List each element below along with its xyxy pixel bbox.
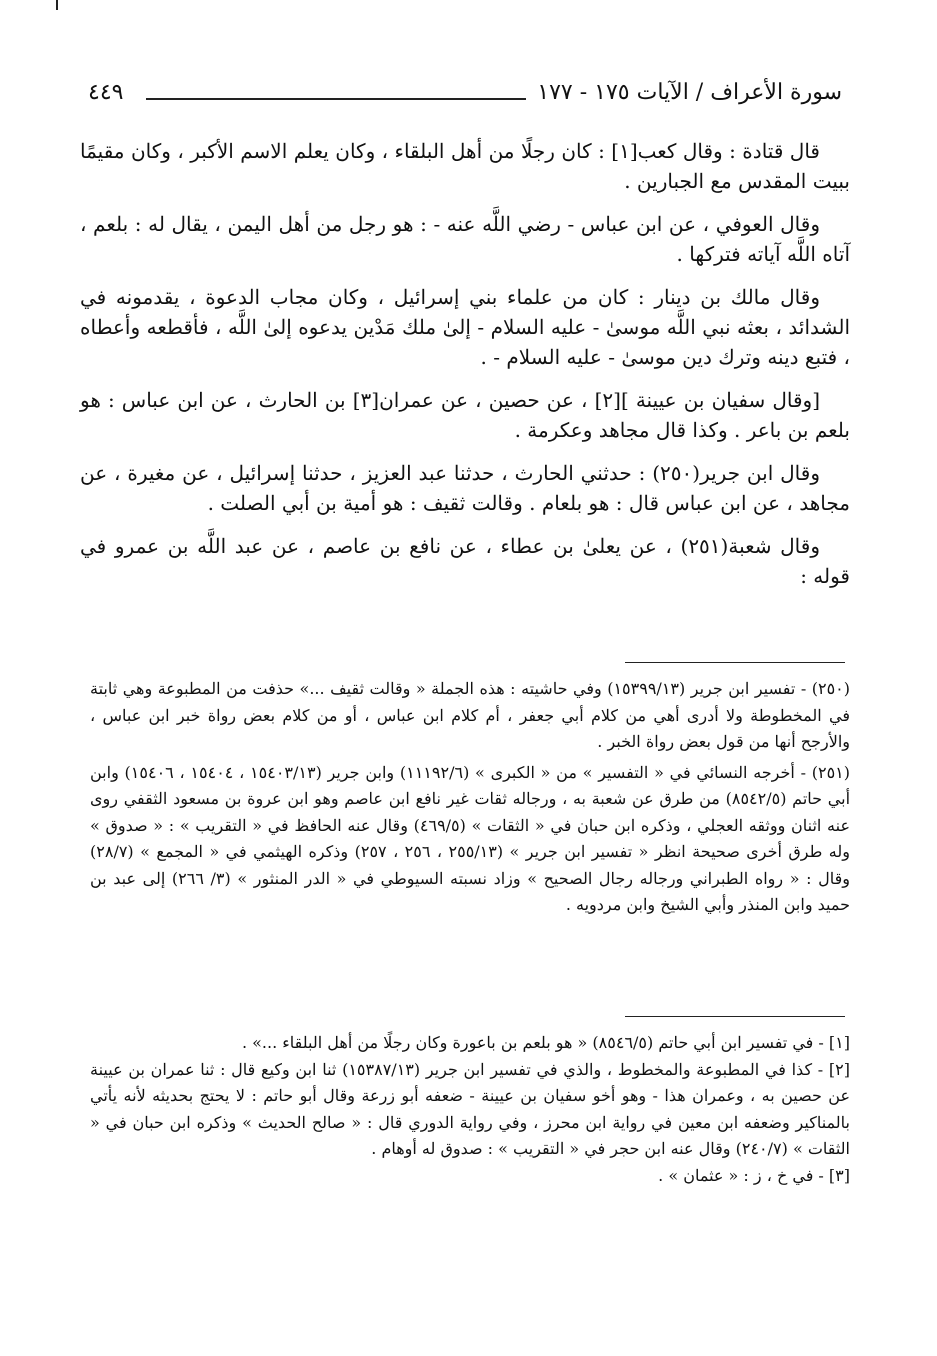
paragraph-qatada: قال قتادة : وقال كعب[١] : كان رجلًا من أهل البلقاء ، وكان يعلم الاسم الأكبر ، وكان مقيمًا ببيت المقدس مع الجبارين .	[80, 139, 850, 193]
footnote-rule-2	[625, 1016, 845, 1017]
running-title: سورة الأعراف / الآيات ١٧٥ - ١٧٧	[537, 80, 842, 105]
footnotes-numbered	[90, 676, 850, 919]
page-header	[88, 76, 842, 120]
paragraph-malik: وقال مالك بن دينار : كان من علماء بني إسرائيل ، وكان مجاب الدعوة ، يقدمونه في الشدائد ، بعثه نبي اللَّه موسىٰ - عليه السلام - إلىٰ ملك مَدْين يدعوه إلىٰ اللَّه ، فأقطعه وأعطاه ، فتبع دينه وترك دين موسىٰ - عليه السلام - .	[80, 285, 850, 369]
footnote-250: (٢٥٠) - تفسير ابن جرير (١٥٣٩٩/١٣) وفي حاشيته : هذه الجملة « وقالت ثقيف ...» حذفت من المطبوعة وهي ثابتة في المخطوطة ولا أدرى أهي من كلام أبي جعفر ، أم كلام ابن عباس ، أو من كلام بعض رواة خبر ابن عباس ، والأرجح أنها من قول بعض رواة الخبر .	[90, 679, 851, 751]
footnote-bracket-1: [١] - في تفسير ابن أبي حاتم (٨٥٤٦/٥) « هو بلعم بن باعورة وكان رجلًا من أهل البلقاء ...» .	[241, 1033, 850, 1052]
paragraph-awfi: وقال العوفي ، عن ابن عباس - رضي اللَّه عنه - : هو رجل من أهل اليمن ، يقال له : بلعم ، آتاه اللَّه آياته فتركها .	[80, 212, 850, 266]
paragraph-ibn-jarir: وقال ابن جرير(٢٥٠) : حدثني الحارث ، حدثنا عبد العزيز ، حدثنا إسرائيل ، عن مغيرة ، عن مجاهد ، عن ابن عباس قال : هو بلعام . وقالت ثقيف : هو أمية بن أبي الصلت .	[80, 461, 850, 515]
page-number: ٤٤٩	[88, 80, 124, 105]
main-text	[80, 136, 850, 604]
paragraph-shuba: وقال شعبة(٢٥١) ، عن يعلىٰ بن عطاء ، عن نافع بن عاصم ، عن عبد اللَّه بن عمرو في قوله :	[80, 534, 850, 588]
footnote-bracket-3: [٣] - في خ ، ز : « عثمان » .	[658, 1165, 850, 1185]
footnote-251: (٢٥١) - أخرجه النسائي في « التفسير » من « الكبرى » (١١١٩٢/٦) وابن جرير (١٥٤٠٣/١٣ ، ١٥٤٠٤ ، ١٥٤٠٦) وابن أبي حاتم (٨٥٤٢/٥) من طرق عن شعبة به ، ورجاله ثقات غير نافع ابن عاصم وهو ابن عروة بن مسعود الثقفي روى عنه اثنان ووثقه العجلي ، وذكره ابن حبان في « الثقات » (٤٦٩/٥) وقال عنه الحافظ في « التقريب » : « صدوق » وله طرق أخرى صحيحة انظر « تفسير ابن جرير » (٢٥٥/١٣ ، ٢٥٦ ، ٢٥٧) وذكره الهيثمي في « المجمع » (٢٨/٧) وقال : « رواه الطبراني ورجاله رجال الصحيح » وزاد نسبته السيوطي في « الدر المنثور » (٣/ ٢٦٦) إلى عبد بن حميد وابن المنذر وأبي الشيخ وابن مردويه .	[90, 762, 851, 914]
footnote-bracket-2: [٢] - كذا في المطبوعة والمخطوط ، والذي في تفسير ابن جرير (١٥٣٨٧/١٣) ثنا ابن وكيع قال : ثنا عمران بن عيينة عن حصين به ، وعمران هذا - وهو أخو سفيان بن عيينة - ضعفه أبو زرعة وقال أبو حاتم : لا يحتج بحديثه لأنه يأتي بالمناكير وضعفه ابن معين في رواية ابن محرز ، وفي رواية الدوري قال : « صالح الحديث » وذكره ابن حبان في « الثقات » (٢٤٠/٧) وقال عنه ابن حجر في « التقريب » : صدوق له أوهام .	[90, 1059, 850, 1158]
paragraph-sufyan: [وقال سفيان بن عيينة ][٢] ، عن حصين ، عن عمران[٣] بن الحارث ، عن ابن عباس : هو بلعم بن باعر . وكذا قال مجاهد وعكرمة .	[80, 388, 850, 442]
corner-mark	[56, 0, 58, 10]
footnotes-bracketed	[90, 1030, 850, 1189]
header-rule	[146, 98, 526, 100]
footnote-rule	[625, 662, 845, 663]
